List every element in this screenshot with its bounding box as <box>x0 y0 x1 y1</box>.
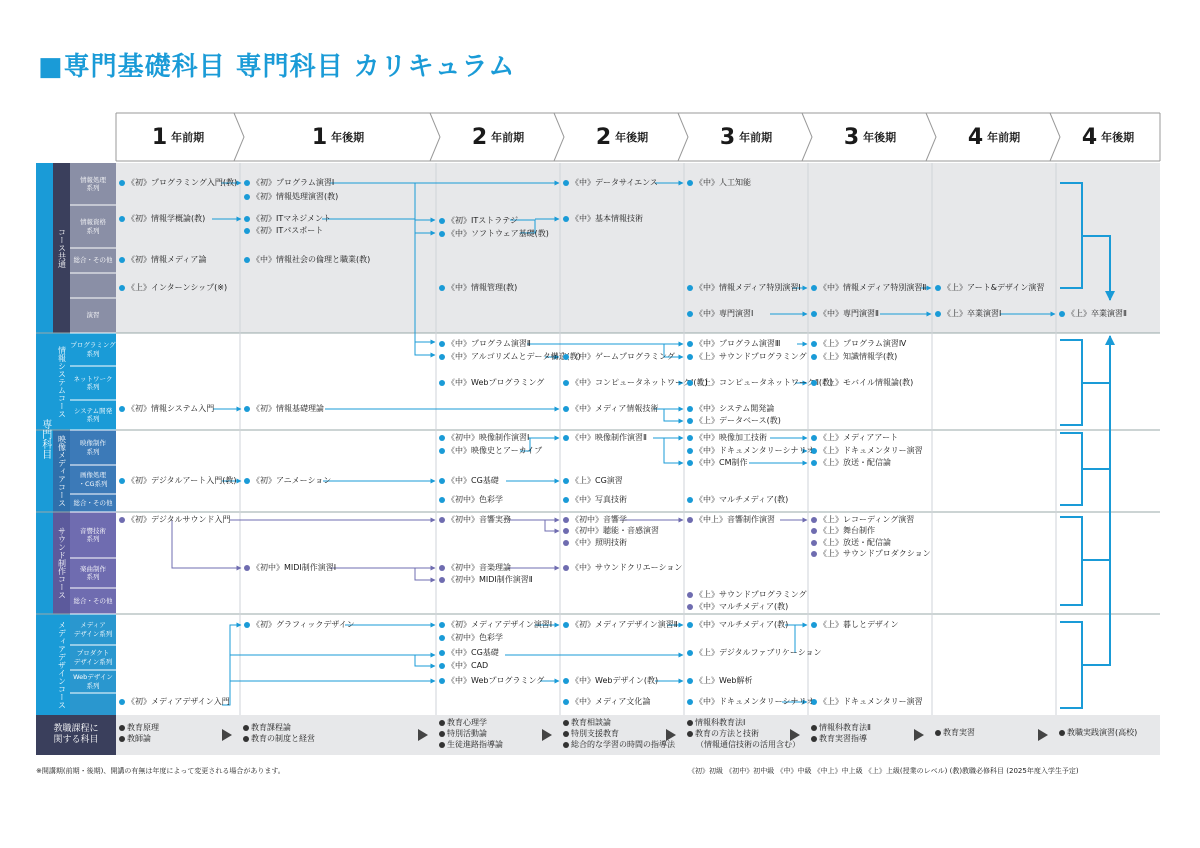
course-item: 《中》映像制作演習Ⅱ <box>563 433 647 443</box>
course-item: 《中》ドキュメンタリーシナリオ <box>687 697 814 707</box>
course-item: 《中》情報メディア特別演習Ⅱ <box>811 283 926 293</box>
course-item: 《中》マルチメディア(教) <box>687 620 788 630</box>
semester-year: 4 <box>967 124 984 150</box>
row-label: メディア デザイン系列 <box>73 621 113 638</box>
course-item: 《初中》映像制作演習Ⅰ <box>439 433 529 443</box>
row-label <box>70 693 116 715</box>
course-item: 《上》サウンドプログラミング <box>687 590 807 600</box>
course-item: 《初》アニメーション <box>244 476 331 486</box>
course-common-label: コース共通 <box>57 228 67 268</box>
course-item: 《初》ITパスポート <box>244 226 323 236</box>
education-course: 教育の方法と技術 <box>687 729 759 739</box>
flow-arrow <box>230 625 241 705</box>
course-item: 《中》映像加工技術 <box>687 433 767 443</box>
row-label: Webデザイン 系列 <box>73 673 113 690</box>
course-item: 《初》デジタルサウンド入門 <box>119 515 231 525</box>
course-item: 《中》CG基礎 <box>439 476 499 486</box>
row-label: 総合・その他 <box>73 256 113 265</box>
education-course: 情報科教育法Ⅱ <box>811 723 871 733</box>
course-item: 《中》マルチメディア(教) <box>687 602 788 612</box>
course-item: 《中》マルチメディア(教) <box>687 495 788 505</box>
course-item: 《中》写真技術 <box>563 495 627 505</box>
row-label: ネットワーク 系列 <box>73 374 113 391</box>
course-item: 《上》モバイル情報論(教) <box>811 378 913 388</box>
course-item: 《上》放送・配信論 <box>811 458 891 468</box>
senmon-label: 専門科目 <box>39 419 51 459</box>
semester-term: 年後期 <box>863 131 897 144</box>
row-label: 情報資格 系列 <box>80 218 106 235</box>
flow-arrow <box>172 520 241 568</box>
course-item: 《初中》色彩学 <box>439 495 503 505</box>
bracket <box>1060 622 1082 708</box>
course-item: 《中》専門演習Ⅰ <box>687 309 753 319</box>
course-item: 《中》人工知能 <box>687 178 751 188</box>
course-item: 《初》グラフィックデザイン <box>244 620 355 630</box>
course-item: 《初中》音響学 <box>563 515 627 525</box>
row-label: 総合・その他 <box>73 596 113 605</box>
course-item: 《上》アート&デザイン演習 <box>935 283 1044 293</box>
course-item: 《上》デジタルファブリケーション <box>687 648 822 658</box>
flow-arrow <box>653 438 683 463</box>
media-design-label: メディアデザインコース <box>57 620 67 709</box>
course-item: 《初》メディアデザイン演習Ⅱ <box>563 620 678 630</box>
education-course: 教育実習指導 <box>811 734 867 744</box>
course-item: 《中》情報管理(教) <box>439 283 517 293</box>
row-label: 音響技術 系列 <box>80 526 106 543</box>
course-item: 《初》情報学概論(教) <box>119 214 205 224</box>
course-item: 《中》ソフトウェア基礎(教) <box>439 229 549 239</box>
semester-year: 2 <box>471 124 488 150</box>
semester-term: 年後期 <box>615 131 649 144</box>
education-course: 教師論 <box>119 734 151 744</box>
course-item: 《上》メディアアート <box>811 433 898 443</box>
course-item: 《中》メディア文化論 <box>563 697 650 707</box>
course-item: 《上》卒業演習Ⅰ <box>935 309 1001 319</box>
education-course: 教育原理 <box>119 723 159 733</box>
course-item: 《初》メディアデザイン演習Ⅰ <box>439 620 552 630</box>
row-label: 映像制作 系列 <box>80 439 106 456</box>
row-label: 演習 <box>86 311 100 320</box>
course-item: 《初》デジタルアート入門(教) <box>119 476 237 486</box>
course-item: 《中》CG基礎 <box>439 648 499 658</box>
education-course: 教育実習 <box>935 728 975 738</box>
flow-arrow <box>664 409 683 421</box>
page-title: ■専門基礎科目 専門科目 カリキュラム <box>38 52 516 82</box>
flow-arrow <box>415 655 435 666</box>
course-item: 《中》メディア情報技術 <box>563 404 658 414</box>
education-course: 特別支援教育 <box>563 729 619 739</box>
course-item: 《中》映像史とアーカイブ <box>439 446 542 456</box>
course-item: 《上》ドキュメンタリー演習 <box>811 446 923 456</box>
course-item: 《中》コンピュータネットワークⅠ(教) <box>563 378 708 388</box>
flow-arrow <box>415 568 435 580</box>
course-item: 《初中》MIDI制作演習Ⅰ <box>244 563 336 573</box>
row-label: 画像処理 ・CG系列 <box>78 471 108 488</box>
course-item: 《上》コンピュータネットワークⅡ(教) <box>687 378 833 388</box>
semester-header <box>932 113 1056 161</box>
course-item: 《中》Webデザイン(教) <box>563 676 658 686</box>
course-item: 《上》知識情報学(教) <box>811 352 897 362</box>
course-item: 《初》プログラミング入門(教) <box>119 178 237 188</box>
course-item: 《上》暮しとデザイン <box>811 620 898 630</box>
course-item: 《中》情報メディア特別演習Ⅰ <box>687 283 801 293</box>
education-course: 教育相談論 <box>563 718 611 728</box>
semester-header <box>1056 113 1160 161</box>
semester-year: 3 <box>843 124 860 150</box>
semester-term: 年前期 <box>491 131 525 144</box>
course-item: 《中》プログラム演習Ⅲ <box>687 339 780 349</box>
course-item: 《初中》音響実務 <box>439 515 511 525</box>
course-item: 《中》Webプログラミング <box>439 676 544 686</box>
course-item: 《中》CM制作 <box>687 458 748 468</box>
course-item: 《中》プログラム演習Ⅱ <box>439 339 531 349</box>
course-item: 《初》情報処理演習(教) <box>244 192 338 202</box>
course-item: 《初中》聴能・音感演習 <box>563 526 659 536</box>
row-label: 総合・その他 <box>73 498 113 507</box>
education-course: 総合的な学習の時間の指導法 <box>563 740 675 750</box>
education-course: 教育の制度と経営 <box>243 734 315 744</box>
education-course: 教育課程論 <box>243 723 291 733</box>
row-label: プロダクト デザイン系列 <box>73 649 113 666</box>
course-item: 《上》インターンシップ(※) <box>119 283 227 293</box>
row-label <box>70 273 116 298</box>
education-course: （情報通信技術の活用含む） <box>696 740 800 749</box>
course-item: 《上》サウンドプロダクション <box>811 549 931 559</box>
course-item: 《初》ITストラテジ <box>439 216 518 226</box>
semester-header <box>560 113 684 161</box>
info-system-label: 情報システムコース <box>57 345 67 418</box>
semester-year: 4 <box>1081 124 1098 150</box>
bracket <box>1060 517 1082 605</box>
course-item: 《初》情報メディア論 <box>119 255 206 265</box>
semester-header <box>436 113 560 161</box>
course-item: 《初》メディアデザイン入門 <box>119 697 230 707</box>
course-item: 《中》基本情報技術 <box>563 214 643 224</box>
semester-header <box>116 113 240 161</box>
footnote: ※開講期(前期・後期)、開講の有無は年度によって変更される場合があります。 <box>36 767 285 775</box>
course-item: 《初》情報基礎理論 <box>244 404 324 414</box>
row-label: システム開発 系列 <box>73 406 113 423</box>
course-item: 《中》システム開発論 <box>687 404 774 414</box>
course-item: 《中上》音響制作演習 <box>687 515 775 525</box>
semester-year: 1 <box>311 124 328 150</box>
semester-term: 年前期 <box>987 131 1021 144</box>
bracket <box>1060 433 1082 505</box>
course-item: 《中》Webプログラミング <box>439 378 544 388</box>
convergence-line <box>1082 383 1110 665</box>
semester-year: 1 <box>151 124 168 150</box>
semester-header <box>808 113 932 161</box>
flow-arrow <box>545 520 559 531</box>
course-item: 《中》ドキュメンタリーシナリオ <box>687 446 814 456</box>
course-item: 《中》ゲームプログラミング <box>563 352 675 362</box>
sound-course-label: サウンド制作コース <box>57 527 67 599</box>
course-item: 《初》ITマネジメント <box>244 214 331 224</box>
course-item: 《初》情報システム入門 <box>119 404 214 414</box>
bracket <box>1060 340 1082 425</box>
semester-term: 年後期 <box>331 131 365 144</box>
course-item: 《初》プログラム演習Ⅰ <box>244 178 334 188</box>
education-course: 情報科教育法Ⅰ <box>687 718 745 728</box>
row-label: プログラミング 系列 <box>70 341 116 358</box>
course-item: 《上》放送・配信論 <box>811 538 891 548</box>
education-course: 教育心理学 <box>439 718 487 728</box>
semester-year: 3 <box>719 124 736 150</box>
semester-term: 年前期 <box>171 131 205 144</box>
course-item: 《上》CG演習 <box>563 476 623 486</box>
course-item: 《上》サウンドプログラミング <box>687 352 807 362</box>
course-item: 《初中》色彩学 <box>439 633 503 643</box>
course-item: 《上》卒業演習Ⅱ <box>1059 309 1127 319</box>
course-item: 《中》専門演習Ⅱ <box>811 309 879 319</box>
education-course: 教職実践演習(高校) <box>1059 728 1137 738</box>
education-course: 生徒進路指導論 <box>439 740 503 750</box>
course-item: 《上》舞台制作 <box>811 526 875 536</box>
semester-header <box>240 113 436 161</box>
course-item: 《初中》MIDI制作演習Ⅱ <box>439 575 533 585</box>
semester-term: 年前期 <box>739 131 773 144</box>
course-item: 《中》照明技術 <box>563 538 627 548</box>
semester-header <box>684 113 808 161</box>
course-item: 《上》データベース(教) <box>687 416 781 426</box>
course-item: 《中》アルゴリズムとデータ構造(教) <box>439 352 581 362</box>
course-item: 《上》プログラム演習Ⅳ <box>811 339 906 349</box>
course-item: 《中》CAD <box>439 661 488 671</box>
semester-year: 2 <box>595 124 612 150</box>
row-label: 楽曲制作 系列 <box>80 564 106 581</box>
row-label: 情報処理 系列 <box>80 175 106 192</box>
course-item: 《上》レコーディング演習 <box>811 515 914 525</box>
visual-media-label: 映像メディアコース <box>57 435 67 507</box>
education-label: 教職課程に 関する科目 <box>53 723 99 745</box>
course-item: 《中》データサイエンス <box>563 178 658 188</box>
course-common-band <box>116 163 1160 333</box>
course-item: 《上》ドキュメンタリー演習 <box>811 697 923 707</box>
course-item: 《中》サウンドクリエーション <box>563 563 682 573</box>
semester-term: 年後期 <box>1101 131 1135 144</box>
course-item: 《初中》音楽理論 <box>439 563 511 573</box>
level-legend: 《初》初級 《初中》初中級 《中》中級 《中上》中上級 《上》上級(授業のレベル) (教)教職必修科目 (2025年度入学生予定) <box>688 767 1079 775</box>
course-item: 《上》Web解析 <box>687 676 752 686</box>
education-course: 特別活動論 <box>439 729 487 739</box>
course-item: 《中》情報社会の倫理と職業(教) <box>244 255 370 265</box>
